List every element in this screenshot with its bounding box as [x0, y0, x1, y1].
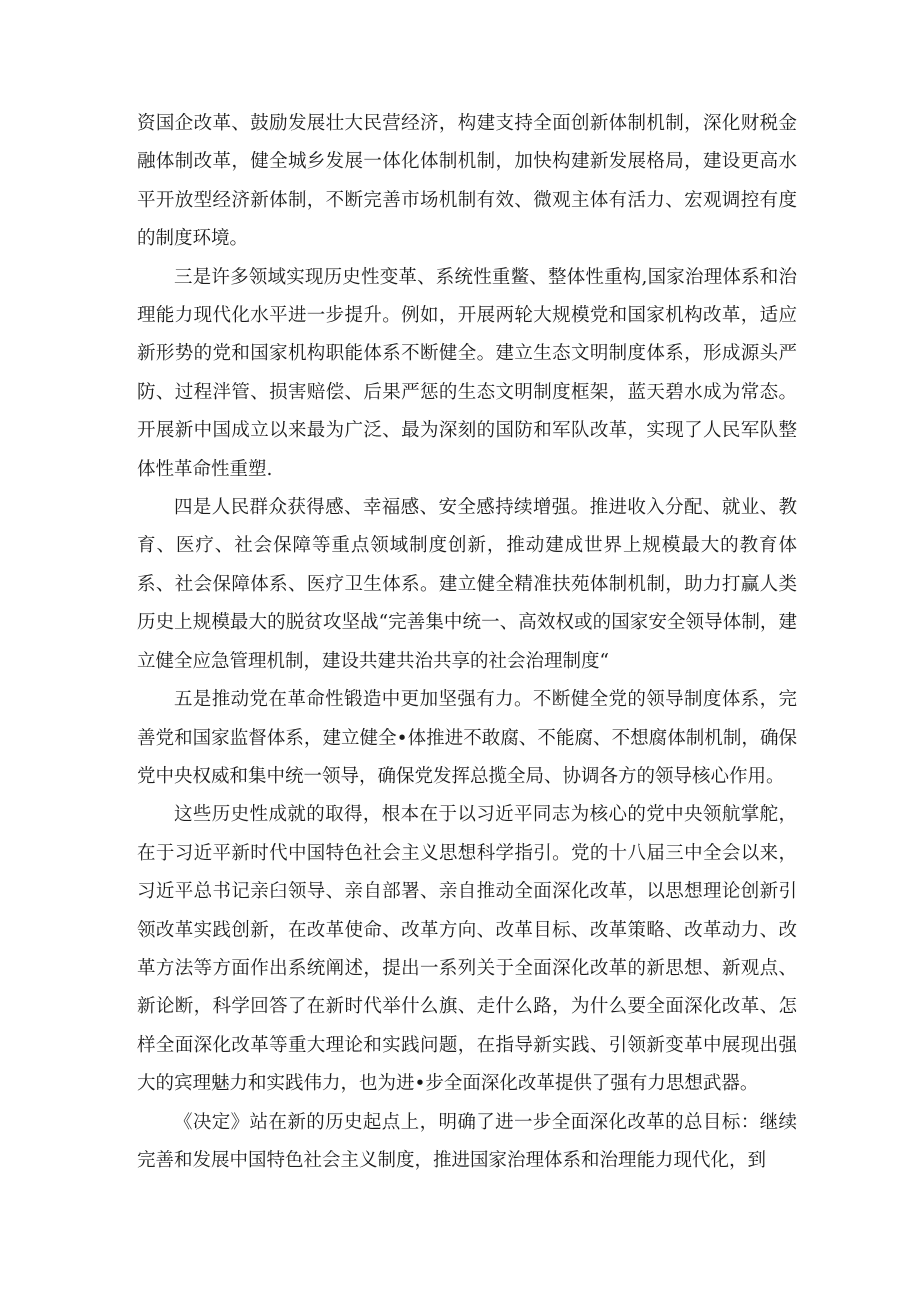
paragraph-point-four: 四是人民群众获得感、幸福感、安全感持续增强。推进收入分配、就业、教育、医疗、社会保障等重点领域制度创新，推动建成世界上规模最大的教育体系、社会保障体系、医疗卫生体系。建立健全精准扶苑体制机制，助力打赢人类历史上规模最大的脱贫攻坚战“完善集中统一、高效权或的国家安全领导体制，建立健全应急管理机制，建设共建共治共享的社会治理制度“: [137, 497, 797, 672]
paragraph-point-five: 五是推动党在革命性锻造中更加坚强有力。不断健全党的领导制度体系，完善党和国家监督体系，建立健全•体推进不敢腐、不能腐、不想腐体制机制，确保党中央权威和集中统一领导，确保党发挥总揽全局、协调各方的领导核心作用。: [137, 689, 797, 787]
paragraph-point-three: 三是许多领域实现历史性变革、系统性重鳖、整体性重构,国家治理体系和治理能力现代化水平进一步提升。例如，开展两轮大规模党和国家机构改革，适应新形势的党和国家机构职能体系不断健全。建立生态文明制度体系，形成源头严防、过程泮管、损害赔偿、后果严惩的生态文明制度框架，蓝天碧水成为常态。开展新中国成立以来最为广泛、最为深刻的国防和军队改革，实现了人民军队整体性革命性重塑.: [137, 266, 797, 480]
paragraph-decision: 《决定》站在新的历史起点上，明确了进一步全面深化改革的总目标：继续完善和发展中国特色社会主义制度，推进国家治理体系和治理能力现代化，到: [137, 1111, 797, 1171]
document-body: [137, 105, 797, 1180]
paragraph-achievements: 这些历史性成就的取得，根本在于以习近平同志为核心的党中央领航掌舵，在于习近平新时代中国特色社会主义思想科学指引。党的十八届三中全会以来，习近平总书记亲臼领导、亲自部署、亲自推动全面深化改革，以思想理论创新引领改革实践创新，在改革使命、改革方向、改革目标、改革策略、改革动力、改革方法等方面作出系统阐述，提出一系列关于全面深化改革的新思想、新观点、新论断，科学回答了在新时代举什么旗、走什么路，为什么要全面深化改革、怎样全面深化改革等重大理论和实践问题，在指导新实践、引领新变革中展现出强大的宾理魅力和实践伟力，也为进•步全面深化改革提供了强有力思想武器。: [137, 804, 797, 1095]
paragraph-continuation: 资国企改革、鼓励发展壮大民营经济，构建支持全面创新体制机制，深化财税金融体制改革，健全城乡发展一体化体制机制，加快构建新发展格局，建设更高水平开放型经济新体制，不断完善市场机制有效、微观主体有活力、宏观调控有度的制度环境。: [137, 113, 797, 250]
